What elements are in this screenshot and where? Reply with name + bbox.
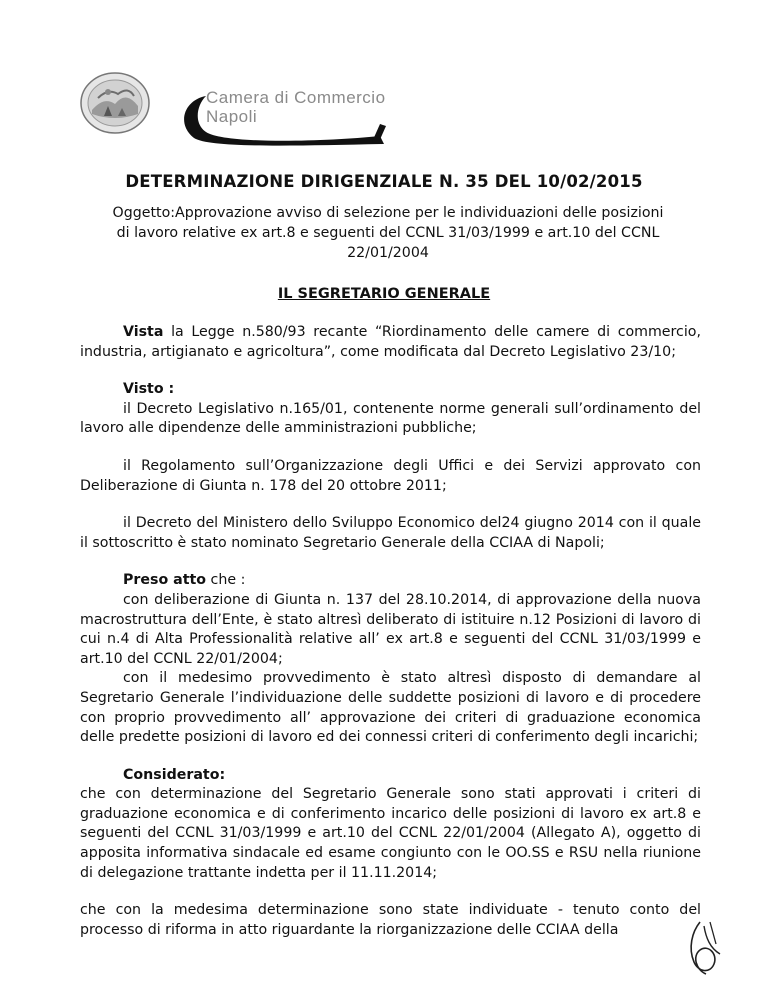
visto-paragraph-1: il Decreto Legislativo n.165/01, contenente norme generali sull’ordinamento del lavoro alle dipendenze delle amministrazioni pubbliche; bbox=[80, 400, 701, 437]
document-subject bbox=[80, 203, 696, 263]
vista-label: Vista bbox=[123, 324, 164, 340]
preso-atto-suffix: che : bbox=[206, 572, 246, 589]
preso-atto-paragraph-1: con deliberazione di Giunta n. 137 del 28.10.2014, di approvazione della nuova macrostruttura dell’Ente, è stato altresì deliberato di istituire n.12 Posizioni di lavoro di cui n.4 di Alta Professionalità relative all’ ex art.8 e seguenti del CCNL 31/03/1999 e art.10 del CCNL 22/01/2004; bbox=[80, 591, 701, 667]
visto-label: Visto : bbox=[123, 381, 175, 398]
document-body bbox=[80, 323, 701, 940]
subject-line-3: 22/01/2004 bbox=[347, 245, 429, 261]
vista-paragraph bbox=[80, 323, 701, 362]
preso-atto-heading bbox=[80, 571, 701, 591]
org-name-line2: Napoli bbox=[206, 107, 258, 126]
organization-name bbox=[206, 88, 386, 126]
considerato-label: Considerato: bbox=[123, 766, 226, 783]
preso-atto-paragraph-2: con il medesimo provvedimento è stato altresì disposto di demandare al Segretario Generale l’individuazione delle suddette posizioni di lavoro e di procedere con proprio provvedimento all’ approvazione dei criteri di graduazione economica delle predette posizioni di lavoro ed dei connessi criteri di conferimento degli incarichi; bbox=[80, 670, 701, 746]
preso-atto-label: Preso atto bbox=[123, 572, 207, 589]
handwritten-initials-signature bbox=[670, 918, 728, 978]
chamber-seal-logo bbox=[78, 70, 152, 136]
visto-paragraph-2: il Regolamento sull’Organizzazione degli Uffici e dei Servizi approvato con Deliberazione di Giunta n. 178 del 20 ottobre 2011; bbox=[80, 457, 701, 494]
subject-line-2: di lavoro relative ex art.8 e seguenti del CCNL 31/03/1999 e art.10 del CCNL bbox=[116, 225, 660, 241]
section-heading: IL SEGRETARIO GENERALE bbox=[277, 286, 491, 302]
vista-text: la Legge n.580/93 recante “Riordinamento delle camere di commercio, industria, artigianato e agricoltura”, come modificata dal Decreto Legislativo 23/10; bbox=[80, 324, 701, 360]
subject-line-1: Oggetto:Approvazione avviso di selezione per le individuazioni delle posizioni bbox=[112, 205, 664, 221]
org-name-line1: Camera di Commercio bbox=[206, 88, 386, 107]
considerato-paragraph-1: che con determinazione del Segretario Generale sono stati approvati i criteri di graduazione economica e di conferimento incarico delle posizioni di lavoro ex art.8 e seguenti del CCNL 31/03/1999 e art.10 del CCNL 22/01/2004 (Allegato A), oggetto di apposita informativa sindacale ed esame congiunto con le OO.SS e RSU nella riunione di delegazione trattante indetta per il 11.11.2014; bbox=[80, 786, 701, 881]
visto-paragraph-3: il Decreto del Ministero dello Sviluppo Economico del24 giugno 2014 con il quale il sottoscritto è stato nominato Segretario Generale della CCIAA di Napoli; bbox=[80, 515, 701, 551]
considerato-paragraph-2: che con la medesima determinazione sono state individuate - tenuto conto del processo di riforma in atto riguardante la riorganizzazione delle CCIAA della bbox=[80, 902, 701, 938]
document-title: DETERMINAZIONE DIRIGENZIALE N. 35 DEL 10/02/2015 bbox=[125, 172, 643, 191]
